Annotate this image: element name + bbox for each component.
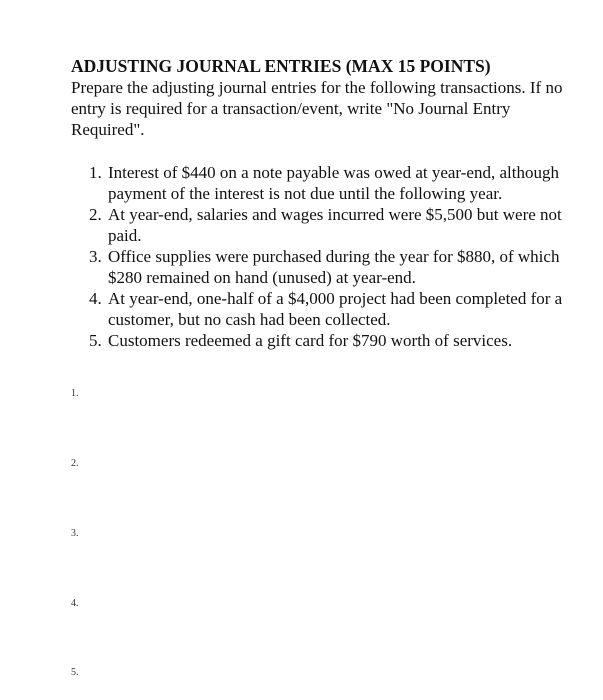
transaction-number: 1. — [89, 163, 102, 182]
answer-label-2: 2. — [71, 458, 79, 469]
transaction-item — [71, 162, 571, 204]
answer-label-4: 4. — [71, 598, 79, 609]
transaction-number: 4. — [89, 289, 102, 308]
transaction-number: 3. — [89, 247, 102, 266]
transaction-text: Customers redeemed a gift card for $790 worth of services. — [108, 331, 513, 350]
answer-label-1: 1. — [71, 388, 79, 399]
transaction-item — [71, 330, 571, 351]
transaction-text: At year-end, salaries and wages incurred were $5,500 but were not paid. — [108, 205, 562, 245]
transaction-item — [71, 246, 571, 288]
transaction-item — [71, 288, 571, 330]
transaction-number: 2. — [89, 205, 102, 224]
transaction-text: At year-end, one-half of a $4,000 project had been completed for a customer, but no cash had been collected. — [108, 289, 563, 329]
assignment-content — [71, 56, 571, 351]
transaction-item — [71, 204, 571, 246]
assignment-heading: ADJUSTING JOURNAL ENTRIES (MAX 15 POINTS) — [71, 56, 491, 76]
answer-label-3: 3. — [71, 528, 79, 539]
assignment-instructions: Prepare the adjusting journal entries for the following transactions. If no entry is required for a transaction/event, write "No Journal Entry Required". — [71, 78, 563, 139]
answer-label-5: 5. — [71, 667, 79, 678]
transaction-text: Interest of $440 on a note payable was owed at year-end, although payment of the interest is not due until the following year. — [108, 163, 559, 203]
transaction-number: 5. — [89, 331, 102, 350]
transaction-list — [71, 162, 571, 351]
transaction-text: Office supplies were purchased during the year for $880, of which $280 remained on hand (unused) at year-end. — [108, 247, 560, 287]
